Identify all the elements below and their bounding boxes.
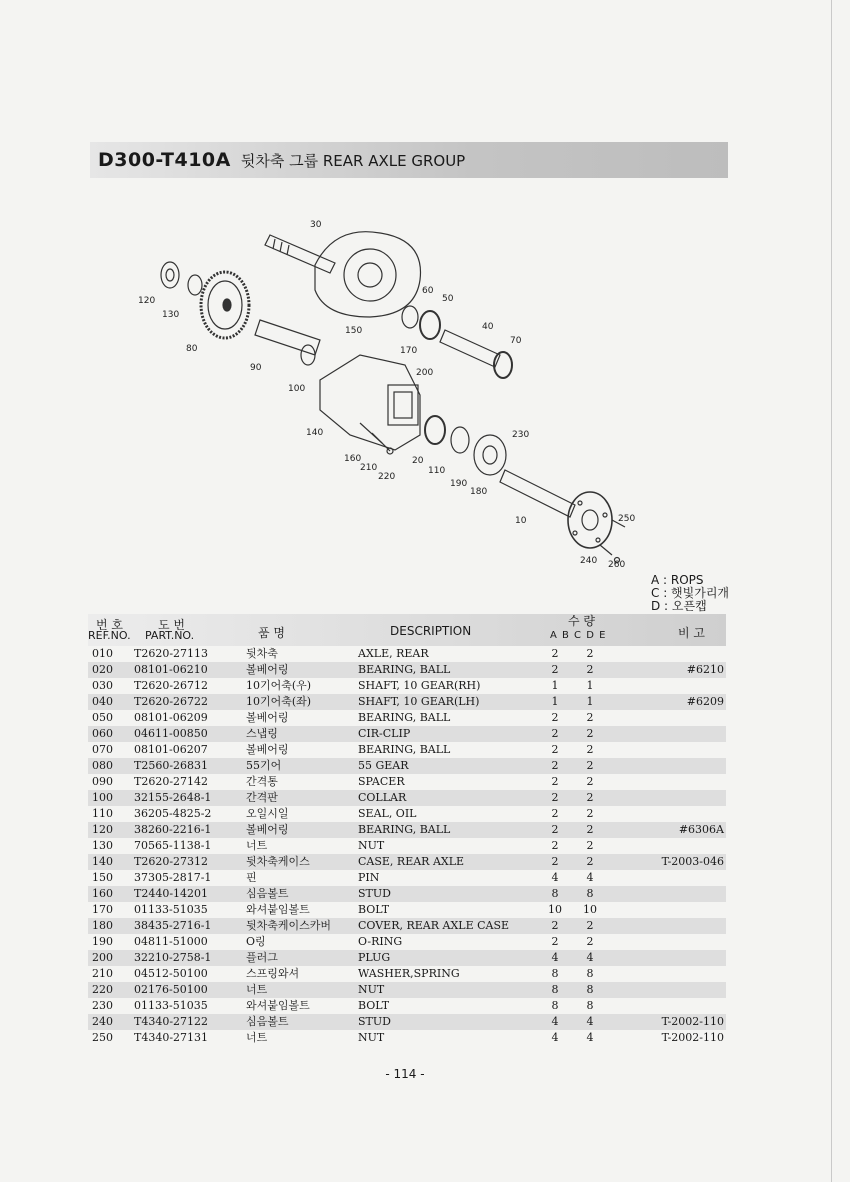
page-edge — [831, 0, 832, 1182]
part-description: COLLAR — [358, 791, 407, 804]
part-no: T2620-27312 — [134, 855, 209, 868]
callout-160: 160 — [344, 454, 362, 464]
callout-200: 200 — [416, 368, 434, 378]
part-name-ko: 뒷차축케이스카버 — [246, 919, 332, 932]
part-name-ko: 55기어 — [246, 759, 282, 772]
part-name-ko: 뒷차축케이스 — [246, 855, 310, 868]
qty-a: 2 — [551, 663, 559, 676]
ref-no: 160 — [92, 887, 113, 900]
table-row — [88, 806, 726, 822]
ref-no: 210 — [92, 967, 113, 980]
qty-b: 4 — [586, 1015, 594, 1028]
qty-a: 8 — [551, 983, 559, 996]
table-row — [88, 662, 726, 678]
ref-no: 020 — [92, 663, 113, 676]
part-name-ko: 와셔붙임볼트 — [246, 903, 310, 916]
qty-a: 2 — [551, 775, 559, 788]
header-note: 비 고 — [678, 626, 705, 640]
table-row — [88, 694, 726, 710]
part-name-ko: 볼베어링 — [246, 743, 289, 756]
table-row — [88, 774, 726, 790]
qty-b: 8 — [586, 983, 594, 996]
callout-180: 180 — [470, 487, 488, 497]
table-row — [88, 886, 726, 902]
qty-a: 2 — [551, 743, 559, 756]
callout-130: 130 — [162, 310, 180, 320]
part-description: BEARING, BALL — [358, 743, 451, 756]
qty-b: 2 — [586, 839, 594, 852]
part-description: BOLT — [358, 903, 390, 916]
callout-20: 20 — [412, 456, 424, 466]
part-no: 04611-00850 — [134, 727, 208, 740]
ref-no: 120 — [92, 823, 113, 836]
header-quantity-columns: A B C D E — [550, 630, 606, 641]
part-shaft-40 — [440, 330, 500, 367]
ref-no: 050 — [92, 711, 113, 724]
part-bearing-70 — [494, 352, 512, 378]
callout-40: 40 — [482, 322, 494, 332]
ref-no: 070 — [92, 743, 113, 756]
table-row — [88, 726, 726, 742]
part-name-ko: 심음볼트 — [246, 887, 289, 900]
part-nut-130 — [188, 275, 202, 295]
qty-b: 2 — [586, 823, 594, 836]
part-rear-axle-case-140 — [320, 355, 420, 450]
part-name-ko: 10기어축(우) — [246, 679, 312, 692]
callout-250: 250 — [618, 514, 636, 524]
group-title: 뒷차축 그룹 REAR AXLE GROUP — [240, 151, 466, 170]
part-description: COVER, REAR AXLE CASE — [358, 919, 510, 932]
callout-70: 70 — [510, 336, 522, 346]
part-name-ko: 너트 — [246, 983, 268, 996]
part-name-ko: 간격판 — [246, 791, 278, 804]
header-part-en: PART.NO. — [145, 629, 195, 642]
qty-b: 8 — [586, 967, 594, 980]
qty-a: 2 — [551, 935, 559, 948]
note: T-2003-046 — [661, 855, 724, 868]
table-row — [88, 678, 726, 694]
ref-no: 230 — [92, 999, 113, 1012]
qty-b: 2 — [586, 759, 594, 772]
part-name-ko: 스냅링 — [246, 727, 278, 740]
part-spacer-90 — [255, 320, 320, 355]
part-no: T2560-26831 — [134, 759, 209, 772]
qty-a: 4 — [551, 1015, 559, 1028]
part-name-ko: 스프링와셔 — [246, 967, 300, 980]
table-row — [88, 790, 726, 806]
callout-100: 100 — [288, 384, 306, 394]
part-description: BEARING, BALL — [358, 663, 451, 676]
qty-a: 2 — [551, 647, 559, 660]
quantity-legend — [651, 574, 729, 613]
qty-a: 1 — [551, 695, 559, 708]
callout-230: 230 — [512, 430, 530, 440]
part-description: NUT — [358, 1031, 385, 1044]
table-row — [88, 870, 726, 886]
header-part-ko: 도 번 — [158, 618, 185, 632]
part-name-ko: 간격통 — [246, 775, 278, 788]
qty-b: 2 — [586, 711, 594, 724]
qty-a: 4 — [551, 1031, 559, 1044]
part-description: AXLE, REAR — [358, 647, 429, 660]
part-name-ko: 볼베어링 — [246, 663, 289, 676]
qty-a: 8 — [551, 967, 559, 980]
part-no: T4340-27122 — [134, 1015, 209, 1028]
part-description: 55 GEAR — [358, 759, 409, 772]
part-no: T2620-26722 — [134, 695, 209, 708]
ref-no: 130 — [92, 839, 113, 852]
legend-a: A : ROPS — [651, 573, 704, 587]
qty-b: 4 — [586, 1031, 594, 1044]
qty-b: 2 — [586, 855, 594, 868]
part-no: 01133-51035 — [134, 903, 208, 916]
part-no: 32155-2648-1 — [134, 791, 212, 804]
table-row — [88, 1030, 726, 1046]
part-description: PLUG — [358, 951, 391, 964]
part-no: 04512-50100 — [134, 967, 208, 980]
callout-60: 60 — [422, 286, 434, 296]
callout-170: 170 — [400, 346, 418, 356]
part-no: T2620-27142 — [134, 775, 209, 788]
note: #6306A — [678, 823, 724, 836]
part-name-ko: 너트 — [246, 839, 268, 852]
ref-no: 100 — [92, 791, 113, 804]
callout-220: 220 — [378, 472, 396, 482]
header-quantity: 수 량 — [568, 614, 595, 628]
part-no: 38260-2216-1 — [134, 823, 212, 836]
ref-no: 090 — [92, 775, 113, 788]
qty-b: 1 — [586, 695, 594, 708]
part-no: 70565-1138-1 — [134, 839, 212, 852]
qty-a: 2 — [551, 791, 559, 804]
table-row — [88, 998, 726, 1014]
part-description: CASE, REAR AXLE — [358, 855, 465, 868]
part-bearing-20 — [425, 416, 445, 444]
table-row — [88, 646, 726, 662]
note: T-2002-110 — [661, 1031, 724, 1044]
table-row — [88, 742, 726, 758]
ref-no: 200 — [92, 951, 113, 964]
part-no: T4340-27131 — [134, 1031, 209, 1044]
part-description: BEARING, BALL — [358, 823, 451, 836]
part-name-ko: 10기어축(좌) — [246, 695, 312, 708]
table-row — [88, 982, 726, 998]
callout-260: 260 — [608, 560, 626, 570]
qty-b: 8 — [586, 999, 594, 1012]
ref-no: 060 — [92, 727, 113, 740]
ref-no: 180 — [92, 919, 113, 932]
group-title-bar — [90, 142, 728, 178]
part-description: STUD — [358, 1015, 391, 1028]
part-name-ko: 핀 — [246, 871, 257, 884]
callout-240: 240 — [580, 556, 598, 566]
callout-90: 90 — [250, 363, 262, 373]
qty-b: 2 — [586, 919, 594, 932]
part-description: NUT — [358, 839, 385, 852]
header-no-ko: 번 호 — [96, 618, 123, 632]
callout-10: 10 — [515, 516, 527, 526]
part-name-ko: 심음볼트 — [246, 1015, 289, 1028]
part-oil-seal-110 — [451, 427, 469, 453]
parts-table-body — [88, 646, 726, 1046]
qty-b: 4 — [586, 871, 594, 884]
callout-150: 150 — [345, 326, 363, 336]
qty-a: 2 — [551, 823, 559, 836]
part-description: BEARING, BALL — [358, 711, 451, 724]
qty-a: 4 — [551, 951, 559, 964]
qty-a: 1 — [551, 679, 559, 692]
table-row — [88, 710, 726, 726]
legend-c: C : 햇빛가리개 — [651, 586, 730, 600]
table-row — [88, 918, 726, 934]
note: #6210 — [686, 663, 724, 676]
part-name-ko: 뒷차축 — [246, 647, 278, 660]
ref-no: 170 — [92, 903, 113, 916]
part-description: PIN — [358, 871, 380, 884]
callout-80: 80 — [186, 344, 198, 354]
qty-a: 2 — [551, 711, 559, 724]
callout-30: 30 — [310, 220, 322, 230]
part-name-ko: 너트 — [246, 1031, 268, 1044]
qty-a: 8 — [551, 999, 559, 1012]
ref-no: 110 — [92, 807, 113, 820]
note: T-2002-110 — [661, 1015, 724, 1028]
part-no: 04811-51000 — [134, 935, 208, 948]
ref-no: 220 — [92, 983, 113, 996]
part-description: SPACER — [358, 775, 405, 788]
qty-b: 1 — [586, 679, 594, 692]
part-name-ko: 볼베어링 — [246, 711, 289, 724]
part-description: SHAFT, 10 GEAR(RH) — [358, 679, 481, 692]
part-no: T2620-27113 — [134, 647, 209, 660]
part-name-ko: 와셔붙임볼트 — [246, 999, 310, 1012]
part-no: 36205-4825-2 — [134, 807, 212, 820]
table-row — [88, 822, 726, 838]
ref-no: 140 — [92, 855, 113, 868]
legend-d: D : 오픈캡 — [651, 599, 707, 613]
qty-a: 2 — [551, 759, 559, 772]
part-name-ko: 볼베어링 — [246, 823, 289, 836]
table-row — [88, 1014, 726, 1030]
part-no: T2440-14201 — [134, 887, 209, 900]
qty-a: 2 — [551, 855, 559, 868]
ref-no: 150 — [92, 871, 113, 884]
qty-b: 2 — [586, 663, 594, 676]
part-axle-10 — [500, 470, 575, 517]
part-no: 01133-51035 — [134, 999, 208, 1012]
callout-50: 50 — [442, 294, 454, 304]
part-description: WASHER,SPRING — [358, 967, 460, 980]
callout-110: 110 — [428, 466, 446, 476]
qty-b: 2 — [586, 743, 594, 756]
part-description: SEAL, OIL — [358, 807, 417, 820]
part-no: 37305-2817-1 — [134, 871, 212, 884]
part-axle-flange — [568, 492, 612, 548]
ref-no: 080 — [92, 759, 113, 772]
table-row — [88, 838, 726, 854]
part-collar-100 — [301, 345, 315, 365]
part-name-ko: O링 — [246, 935, 266, 948]
part-cover-180 — [474, 435, 506, 475]
qty-b: 4 — [586, 951, 594, 964]
ref-no: 040 — [92, 695, 113, 708]
part-no: 02176-50100 — [134, 983, 208, 996]
header-description: DESCRIPTION — [390, 624, 472, 638]
ref-no: 250 — [92, 1031, 113, 1044]
part-description: STUD — [358, 887, 391, 900]
callout-120: 120 — [138, 296, 156, 306]
ref-no: 010 — [92, 647, 113, 660]
part-name-ko: 오일시일 — [246, 807, 289, 820]
qty-a: 2 — [551, 807, 559, 820]
table-row — [88, 950, 726, 966]
ref-no: 240 — [92, 1015, 113, 1028]
parts-table-header — [88, 614, 726, 646]
part-name-ko: 플러그 — [246, 951, 278, 964]
part-gear-housing — [315, 232, 421, 317]
qty-b: 2 — [586, 727, 594, 740]
ref-no: 030 — [92, 679, 113, 692]
qty-a: 2 — [551, 919, 559, 932]
part-no: 38435-2716-1 — [134, 919, 212, 932]
part-no: 08101-06209 — [134, 711, 208, 724]
qty-b: 2 — [586, 807, 594, 820]
part-description: O-RING — [358, 935, 403, 948]
part-description: SHAFT, 10 GEAR(LH) — [358, 695, 480, 708]
header-no-en: REF.NO. — [88, 629, 131, 642]
callout-190: 190 — [450, 479, 468, 489]
qty-b: 2 — [586, 935, 594, 948]
part-bearing-50 — [420, 311, 440, 339]
part-bearing-120 — [161, 262, 179, 288]
page-number: - 114 - — [385, 1067, 425, 1081]
qty-a: 2 — [551, 727, 559, 740]
ref-no: 190 — [92, 935, 113, 948]
qty-b: 2 — [586, 775, 594, 788]
qty-b: 2 — [586, 791, 594, 804]
part-no: 08101-06210 — [134, 663, 208, 676]
part-shaft-30 — [265, 235, 335, 273]
group-code: D300-T410A — [98, 149, 231, 171]
table-row — [88, 934, 726, 950]
note: #6209 — [686, 695, 724, 708]
qty-b: 2 — [586, 647, 594, 660]
qty-a: 4 — [551, 871, 559, 884]
table-row — [88, 902, 726, 918]
callout-140: 140 — [306, 428, 324, 438]
exploded-parts-diagram — [120, 205, 660, 585]
part-circlip-60 — [402, 306, 418, 328]
qty-a: 10 — [548, 903, 562, 916]
table-row — [88, 758, 726, 774]
header-name: 품 명 — [258, 626, 285, 640]
table-row — [88, 966, 726, 982]
qty-b: 8 — [586, 887, 594, 900]
part-description: CIR-CLIP — [358, 727, 411, 740]
callout-210: 210 — [360, 463, 378, 473]
part-no: 08101-06207 — [134, 743, 208, 756]
part-no: T2620-26712 — [134, 679, 209, 692]
part-description: BOLT — [358, 999, 390, 1012]
part-description: NUT — [358, 983, 385, 996]
qty-a: 2 — [551, 839, 559, 852]
table-row — [88, 854, 726, 870]
qty-b: 10 — [583, 903, 597, 916]
qty-a: 8 — [551, 887, 559, 900]
part-no: 32210-2758-1 — [134, 951, 212, 964]
